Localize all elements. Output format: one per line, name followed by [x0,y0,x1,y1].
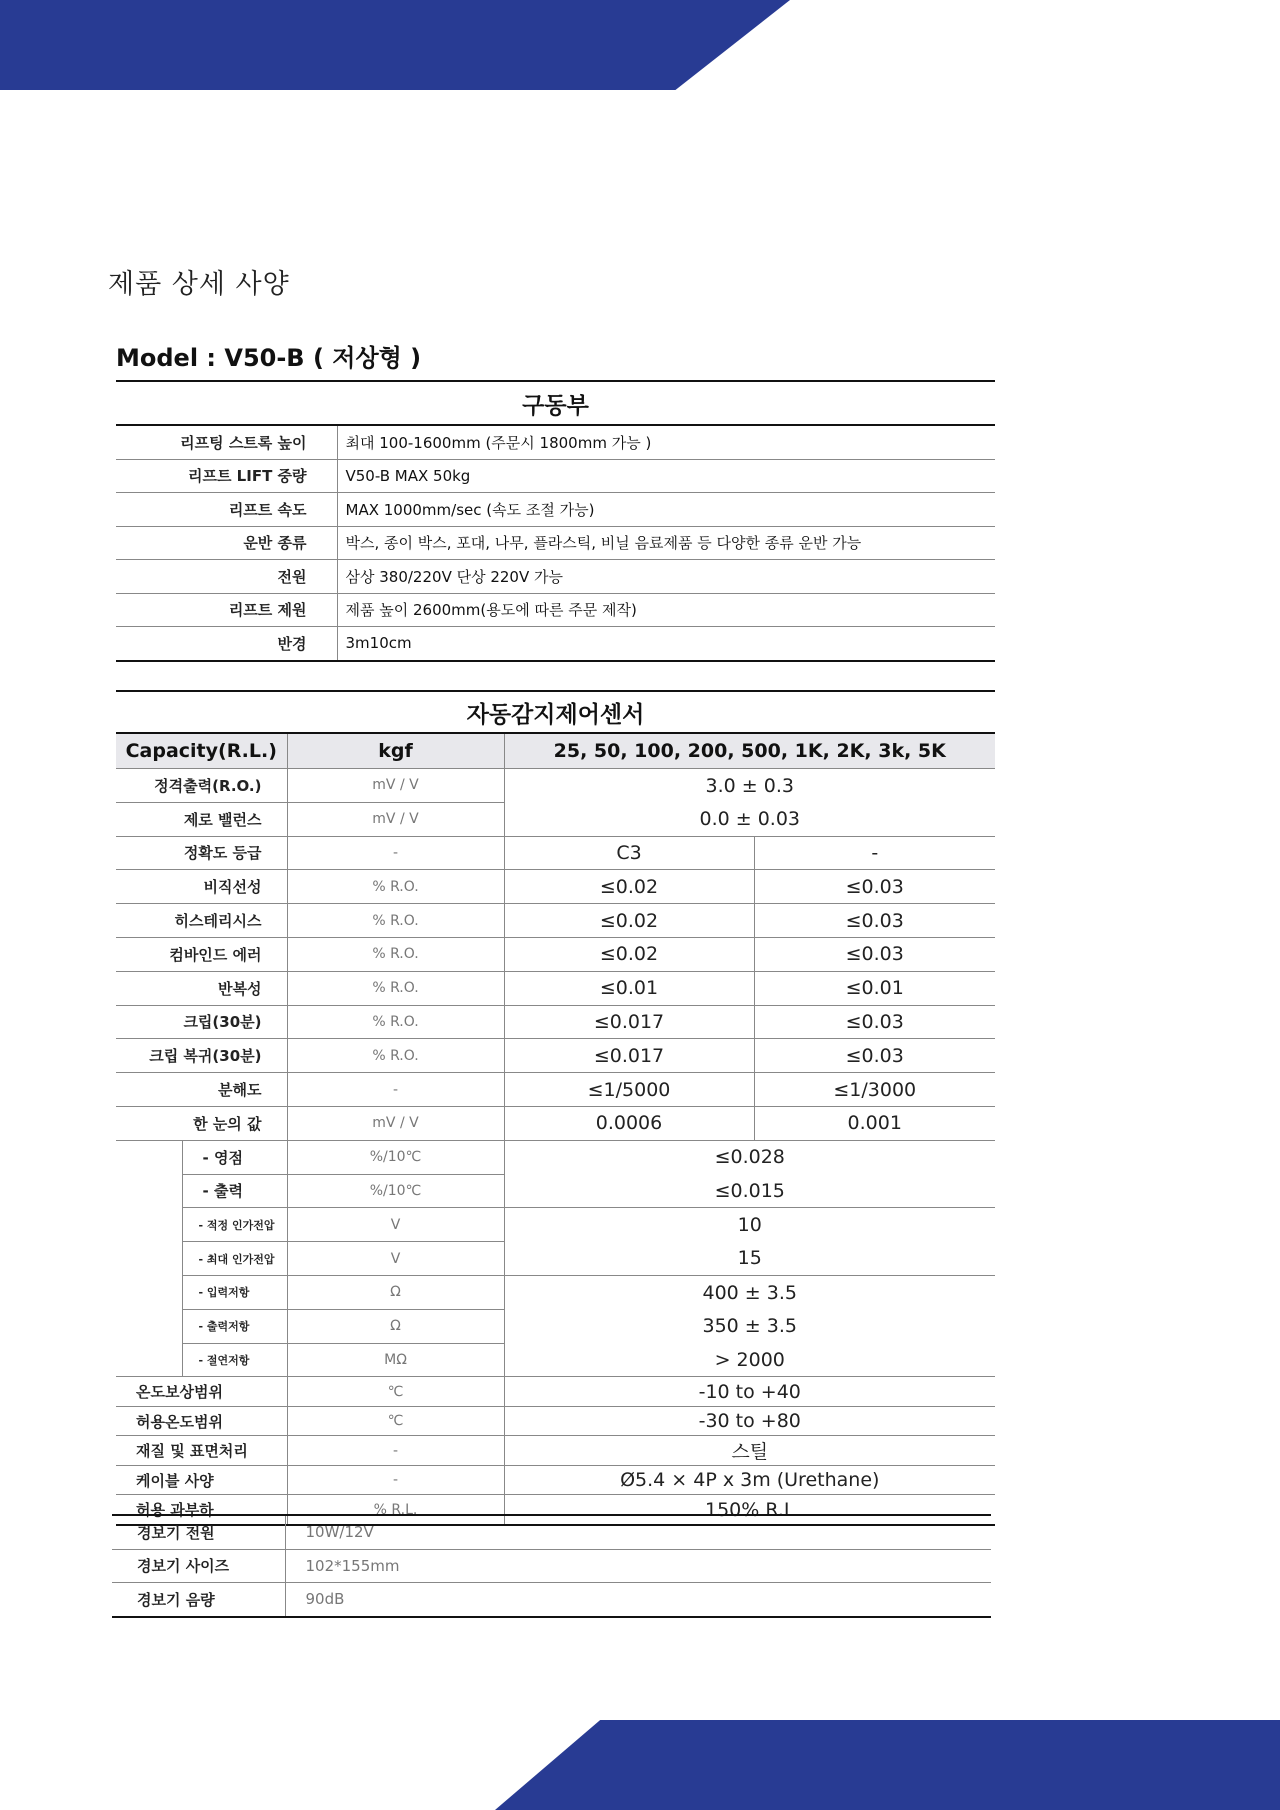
spec-label: 허용온도범위 [116,1406,287,1436]
spec-unit: Ω [287,1275,504,1309]
spec-unit: MΩ [287,1343,504,1377]
table-row [116,1465,995,1495]
spec-label: 크립 복귀(30분) [116,1039,287,1073]
table-row [116,1174,995,1208]
table-row [116,1377,995,1407]
spec-value-b: ≤0.03 [754,870,995,904]
table-row [116,1436,995,1466]
indent-cell [116,1343,182,1377]
spec-label: 운반 종류 [116,526,337,560]
spec-label: 온도보상범위 [116,1377,287,1407]
spec-label: 허용 과부하 [116,1495,287,1525]
spec-value: 최대 100-1600mm (주문시 1800mm 가능 ) [337,425,995,459]
spec-label: 리프팅 스트록 높이 [116,425,337,459]
table-row [116,904,995,938]
table-row [116,1242,995,1276]
table-row [116,1406,995,1436]
indent-cell [116,1174,182,1208]
spec-label: 제로 밸런스 [116,802,287,836]
spec-label: 반경 [116,627,337,661]
spec-value: 제품 높이 2600mm(용도에 따른 주문 제작) [337,593,995,627]
spec-label: 비직선성 [116,870,287,904]
spec-value: 박스, 종이 박스, 포대, 나무, 플라스틱, 비닐 음료제품 등 다양한 종류 운반 가능 [337,526,995,560]
table-row [116,1275,995,1309]
alarm-spec-table [112,1514,991,1618]
spec-value: 스틸 [504,1436,995,1466]
spec-value: 10W/12V [285,1515,991,1549]
spec-value-b: ≤1/3000 [754,1073,995,1107]
spec-value-b: ≤0.01 [754,971,995,1005]
spec-label: - 적정 인가전압 [182,1208,287,1242]
indent-cell [116,1242,182,1276]
table-row [116,870,995,904]
header-capacity-values: 25, 50, 100, 200, 500, 1K, 2K, 3k, 5K [504,733,995,769]
table-row [116,769,995,803]
spec-unit: % R.L. [287,1495,504,1525]
spec-label: 경보기 음량 [112,1583,285,1617]
spec-value: 10 [737,1214,762,1236]
spec-value: -10 to +40 [504,1377,995,1407]
drive-table-caption: 구동부 [116,381,995,425]
spec-unit: V [287,1208,504,1242]
table-row [112,1515,991,1549]
spec-value: > 2000 [504,1343,995,1377]
spec-unit: %/10℃ [287,1140,504,1174]
spec-label: 케이블 사양 [116,1465,287,1495]
table-row [116,937,995,971]
table-row [116,802,995,836]
spec-unit: % R.O. [287,870,504,904]
sensor-table-caption: 자동감지제어센서 [116,691,995,733]
spec-value: 0.0 ± 0.03 [504,802,995,836]
header-unit: kgf [287,733,504,769]
spec-value: 90dB [285,1583,991,1617]
spec-value-a: ≤0.02 [504,904,754,938]
spec-value: 15 [504,1242,995,1276]
table-row [116,425,995,459]
spec-value-a: ≤0.02 [504,937,754,971]
spec-unit: Ω [287,1309,504,1343]
spec-value-a: 0.0006 [504,1106,754,1140]
spec-label: 경보기 전원 [112,1515,285,1549]
spec-value-a: ≤0.017 [504,1039,754,1073]
header-decoration-band [0,0,790,90]
spec-value: MAX 1000mm/sec (속도 조절 가능) [337,493,995,527]
spec-value: Ø5.4 × 4P x 3m (Urethane) [504,1465,995,1495]
table-row [116,1106,995,1140]
table-row [116,593,995,627]
footer-decoration-band [495,1720,1280,1810]
spec-label: 리프트 속도 [116,493,337,527]
header-capacity: Capacity(R.L.) [116,733,287,769]
spec-label: - 절연저항 [182,1343,287,1377]
spec-unit: % R.O. [287,937,504,971]
spec-unit: V [287,1242,504,1276]
spec-label: 한 눈의 값 [116,1106,287,1140]
spec-value-a: ≤0.02 [504,870,754,904]
indent-cell [116,1140,182,1174]
spec-value: 350 ± 3.5 [702,1315,797,1338]
spec-value-a: ≤0.01 [504,971,754,1005]
spec-value-b: ≤0.03 [754,904,995,938]
drive-spec-table [116,380,995,662]
spec-value-b: ≤0.03 [754,937,995,971]
page-title: 제품 상세 사양 [108,269,290,300]
spec-label: 경보기 사이즈 [112,1549,285,1583]
table-row [116,836,995,870]
spec-label: - 입력저항 [182,1275,287,1309]
spec-label: 컴바인드 에러 [116,937,287,971]
spec-value: 400 ± 3.5 [702,1281,797,1304]
table-header-row [116,733,995,769]
table-row [112,1583,991,1617]
spec-label: - 출력 [182,1174,287,1208]
spec-unit: % R.O. [287,971,504,1005]
spec-unit: - [287,1436,504,1466]
spec-label: - 출력저항 [182,1309,287,1343]
spec-label: 히스테리시스 [116,904,287,938]
table-row [116,526,995,560]
table-row [116,1039,995,1073]
spec-label: 재질 및 표면처리 [116,1436,287,1466]
spec-value: 3.0 ± 0.3 [705,774,794,797]
table-row [116,1208,995,1242]
spec-value-a: ≤1/5000 [504,1073,754,1107]
spec-unit: mV / V [287,802,504,836]
sensor-spec-table [116,690,995,1526]
table-row [116,627,995,661]
indent-cell [116,1309,182,1343]
spec-value: ≤0.015 [504,1174,995,1208]
table-row [116,493,995,527]
spec-value-b: ≤0.03 [754,1005,995,1039]
spec-label: 전원 [116,560,337,594]
spec-value: ≤0.028 [714,1146,785,1169]
spec-unit: - [287,1073,504,1107]
spec-value: 102*155mm [285,1549,991,1583]
spec-label: 반복성 [116,971,287,1005]
spec-unit: %/10℃ [287,1174,504,1208]
spec-value-b: ≤0.03 [754,1039,995,1073]
table-row [116,1005,995,1039]
table-row [112,1549,991,1583]
table-row [116,971,995,1005]
table-row [116,1309,995,1343]
spec-label: - 최대 인가전압 [182,1242,287,1276]
spec-label: 정격출력(R.O.) [116,769,287,803]
spec-unit: ℃ [287,1406,504,1436]
spec-unit: - [287,1465,504,1495]
spec-unit: mV / V [287,1106,504,1140]
spec-unit: - [287,836,504,870]
spec-value: 150% R.L [504,1495,995,1525]
spec-value: 3m10cm [337,627,995,661]
spec-value-a: C3 [504,836,754,870]
spec-label: - 영점 [182,1140,287,1174]
table-row [116,560,995,594]
spec-value-a: ≤0.017 [504,1005,754,1039]
spec-label: 분해도 [116,1073,287,1107]
spec-label: 리프트 제원 [116,593,337,627]
spec-unit: mV / V [287,769,504,803]
spec-value-b: - [754,836,995,870]
table-row [116,459,995,493]
spec-unit: % R.O. [287,1039,504,1073]
spec-label: 리프트 LIFT 중량 [116,459,337,493]
spec-unit: % R.O. [287,1005,504,1039]
spec-unit: ℃ [287,1377,504,1407]
table-row [116,1073,995,1107]
spec-value: 삼상 380/220V 단상 220V 가능 [337,560,995,594]
spec-value: V50-B MAX 50kg [337,459,995,493]
model-title: Model : V50-B ( 저상형 ) [116,344,422,372]
indent-cell [116,1275,182,1309]
indent-cell [116,1208,182,1242]
spec-value: -30 to +80 [504,1406,995,1436]
spec-unit: % R.O. [287,904,504,938]
spec-label: 크립(30분) [116,1005,287,1039]
spec-value-b: 0.001 [754,1106,995,1140]
table-row [116,1140,995,1174]
table-row [116,1343,995,1377]
spec-label: 정확도 등급 [116,836,287,870]
